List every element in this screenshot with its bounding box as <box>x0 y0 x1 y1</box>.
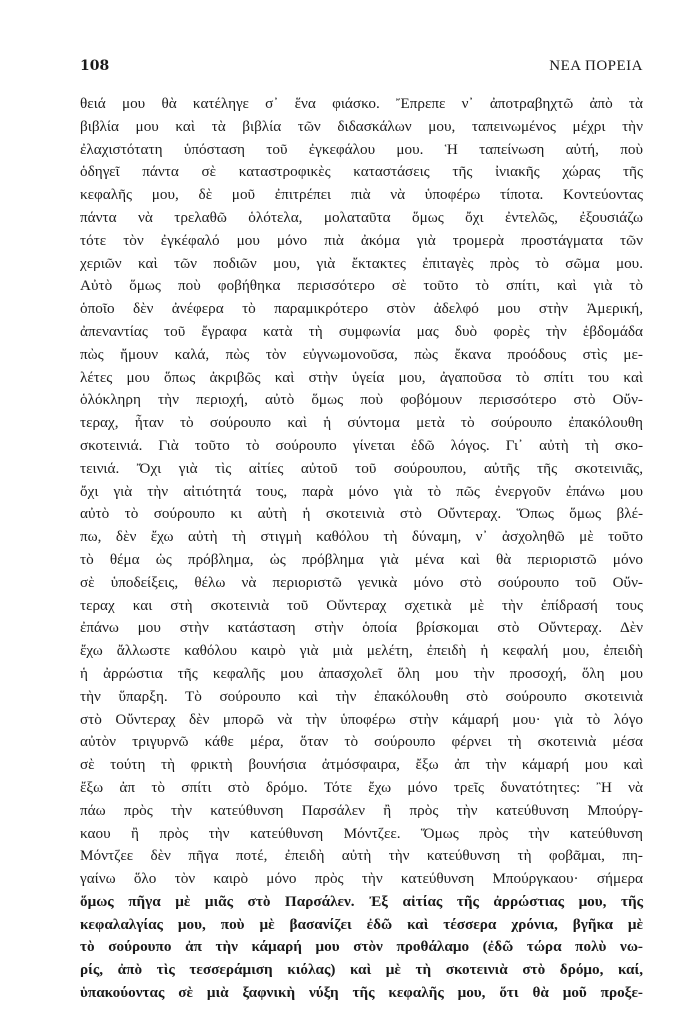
text-line: ὁλόκληρη τὴν περιοχή, αὐτὸ ὅμως ποὺ φοβόμουν περισσότερο στὸ Οὔν- <box>80 391 643 409</box>
text-line: ἔξω ἀπ τὸ σπίτι στὸ δρόμο. Τότε ἔχω μόνο τρεῖς δυνατότητες: Ἢ νὰ <box>80 778 643 796</box>
text-line: Αὐτὸ ὅμως ποὺ φοβήθηκα περισσότερο σὲ τοῦτο τὸ σπίτι, καὶ γιὰ τὸ <box>80 277 643 295</box>
text-line: καου ἢ πρὸς τὴν κατεύθυνση Μόντζεε. Ὅμως πρὸς τὴν κατεύθυνση <box>80 824 643 842</box>
body-text <box>80 93 643 1005</box>
text-line: Μόντζεε δὲν πῆγα ποτέ, ἐπειδὴ αὐτὴ τὴν κατεύθυνση τὴ φοβᾶμαι, πη- <box>80 847 643 865</box>
text-line: τὴν ὕπαρξη. Τὸ σούρουπο καὶ τὴν ἐπακόλουθη στὸ σούρουπο σκοτεινιὰ <box>80 687 643 705</box>
text-line: γαίνω ὅλο τὸν καιρὸ μόνο πρὸς τὴν κατεύθυνση Μπούργκαου· σήμερα <box>80 870 643 888</box>
text-line: ἐπάνω μου στὴν κατάσταση στὴν ὁποία βρίσκομαι στὸ Οὔντεραχ. Δὲν <box>80 619 643 637</box>
text-line: ὁποῖο δὲν ἀνέφερα τὸ παραμικρότερο στὸν ἀδελφό μου στὴν Ἀμερική, <box>80 300 643 318</box>
text-line: ὄχι γιὰ τὴν αἰτιότητά τους, παρὰ μόνο γιὰ τὸ πῶς ἐνεργοῦν ἐπάνω μου <box>80 482 643 500</box>
text-line: αὐτὸν τριγυρνῶ κάθε μέρα, ὅταν τὸ σούρουπο φέρνει τὴ σκοτεινιὰ μέσα <box>80 733 643 751</box>
text-line: σκοτεινιά. Γιὰ τοῦτο τὸ σούρουπο γίνεται ἐδῶ λόγος. Γι᾽ αὐτὴ τὴ σκο- <box>80 436 643 454</box>
text-line: ἐλαχιστότατη ὑπόσταση τοῦ ἐγκεφάλου μου. Ἡ ταπείνωση αὐτή, ποὺ <box>80 140 643 158</box>
text-line: στὸ Οὔντεραχ δὲν μπορῶ νὰ τὴν ὑποφέρω στὴν κάμαρή μου· γιὰ τὸ λόγο <box>80 710 643 728</box>
text-line: χεριῶν καὶ τῶν ποδιῶν μου, γιὰ ἔκτακτες ἐπιταγὲς πρὸς τὸ σῶμα μου. <box>80 254 643 272</box>
text-line: τότε τὸν ἐγκέφαλό μου μόνο πιὰ ἀκόμα γιὰ τρομερὰ προστάγματα τῶν <box>80 231 643 249</box>
text-line: βιβλία μου καὶ τὰ βιβλία τῶν διδασκάλων μου, ταπεινωμένος μέχρι τὴν <box>80 117 643 135</box>
text-line: τεραχ, ἦταν τὸ σούρουπο καὶ ἡ σύντομα μετὰ τὸ σούρουπο ἐπακόλουθη <box>80 414 643 432</box>
text-line: αὐτὸ τὸ σούρουπο κι αὐτὴ ἡ σκοτεινιὰ στὸ Οὔντεραχ. Ὅπως ὅμως βλέ- <box>80 505 643 523</box>
running-title: ΝΕΑ ΠΟΡΕΙΑ <box>549 58 643 74</box>
text-line: ὅμως πῆγα μὲ μιᾶς στὸ Παρσάλεν. Ἐξ αἰτίας τῆς ἀρρώστιας μου, τῆς <box>80 892 643 910</box>
text-line: πω, δὲν ἔχω αὐτὴ τὴ στιγμὴ καθόλου τὴ δύναμη, ν᾽ ἀσχοληθῶ μὲ τοῦτο <box>80 528 643 546</box>
page-number: 108 <box>80 58 110 74</box>
text-line: ἔχω ἄλλωστε καθόλου καιρὸ γιὰ μιὰ μελέτη, ἐπειδὴ ἡ κεφαλή μου, ἐπειδὴ <box>80 642 643 660</box>
text-line: ἀπεναντίας τοῦ ἔγραφα κατὰ τὴ συμφωνία μας δυὸ φορὲς τὴν ἑβδομάδα <box>80 322 643 340</box>
text-line: πάντα νὰ τρελαθῶ ὁλότελα, μολαταῦτα ὅμως ὄχι ἐντελῶς, ἐξουσιάζω <box>80 208 643 226</box>
text-line: τεινιά. Ὄχι γιὰ τὶς αἰτίες αὐτοῦ τοῦ σούρουπου, αὐτῆς τῆς σκοτεινιᾶς, <box>80 459 643 477</box>
text-line: λέτες μου ὅπως ἀκριβῶς καὶ στὴν ὑγεία μου, ἀγαποῦσα τὸ σπίτι του καὶ <box>80 368 643 386</box>
text-line: ρίς, ἀπὸ τὶς τεσσεράμιση κιόλας) καὶ μὲ τὴ σκοτεινιὰ στὸ δρόμο, καί, <box>80 961 643 979</box>
page-header <box>80 58 643 78</box>
text-line: κεφαλαλγίας μου, ποὺ μὲ βασανίζει ἐδῶ καὶ τέσσερα χρόνια, βγῆκα μὲ <box>80 915 643 933</box>
text-line: σὲ ὑποδείξεις, θέλω νὰ περιοριστῶ γενικὰ μόνο στὸ σούρουπο τοῦ Οὔν- <box>80 573 643 591</box>
text-line: κεφαλῆς μου, δὲ μοῦ ἐπιτρέπει πιὰ νὰ ὑποφέρω τίποτα. Κοντεύοντας <box>80 186 643 204</box>
text-line: ὁδηγεῖ πάντα σὲ καταστροφικὲς καταστάσεις τῆς ἰνιακῆς χώρας τῆς <box>80 163 643 181</box>
text-line: σὲ τούτη τὴ φρικτὴ βουνήσια ἀτμόσφαιρα, ἔξω ἀπ τὴν κάμαρή μου καὶ <box>80 756 643 774</box>
text-line: ἡ ἀρρώστια τῆς κεφαλῆς μου ἀπασχολεῖ ὅλη μου τὴν προσοχή, ὅλη μου <box>80 664 643 682</box>
text-line: πάω πρὸς τὴν κατεύθυνση Παρσάλεν ἢ πρὸς τὴν κατεύθυνση Μπούργ- <box>80 801 643 819</box>
text-line: τεραχ και στὴ σκοτεινιὰ τοῦ Οὔντεραχ σχετικὰ μὲ τὴν ἐπίδρασή τους <box>80 596 643 614</box>
text-line: ὑπακούοντας σὲ μιὰ ξαφνικὴ νύξη τῆς κεφαλῆς μου, ὅτι θὰ μοῦ προξε- <box>80 984 643 1002</box>
text-line: τὸ θέμα ὡς πρόβλημα, ὡς πρόβλημα γιὰ μένα καὶ θὰ περιοριστῶ μόνο <box>80 550 643 568</box>
text-line: θειά μου θὰ κατέληγε σ᾽ ἕνα φιάσκο. Ἔπρεπε ν᾽ ἀποτραβηχτῶ ἀπὸ τὰ <box>80 95 643 112</box>
text-line: πὼς ἤμουν καλά, πὼς τὸν εὐγνωμονοῦσα, πὼς ἔκανα προόδους στὶς με- <box>80 345 643 363</box>
text-line: τὸ σούρουπο ἀπ τὴν κάμαρή μου στὸν προθάλαμο (ἐδῶ τώρα πολὺ νω- <box>80 938 643 956</box>
